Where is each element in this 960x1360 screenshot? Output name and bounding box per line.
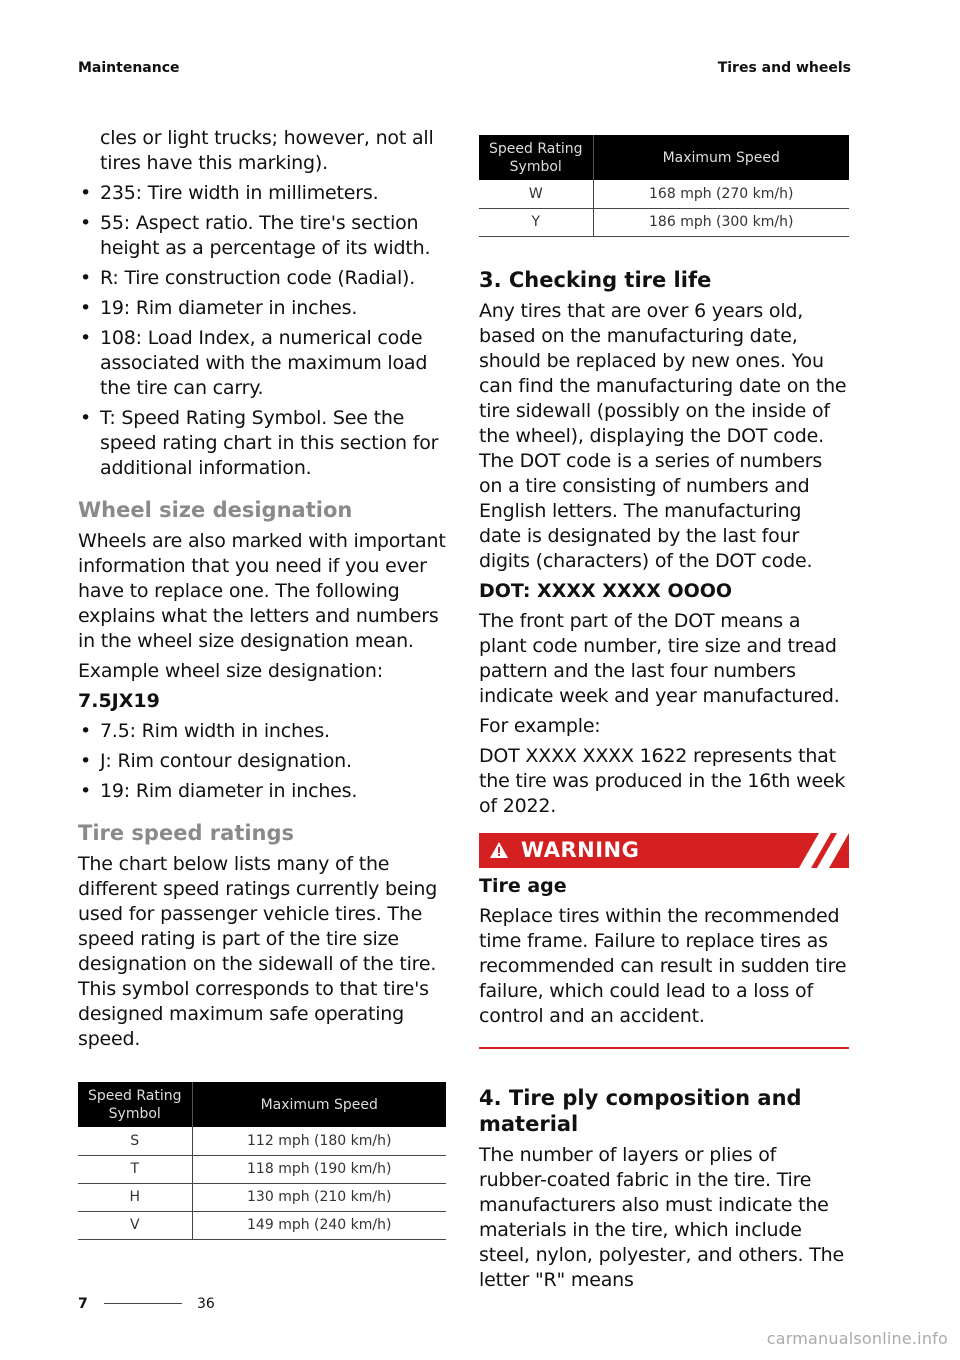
chapter-number: 7 bbox=[78, 1296, 88, 1312]
right-column bbox=[479, 135, 849, 1298]
warning-text: Replace tires within the recommended time frame. Failure to replace tires as recommended can result in sudden tire failure, which could lead to a loss of control and an accident. bbox=[479, 904, 847, 1027]
tire-designation-list bbox=[78, 181, 446, 481]
running-header-chapter: Tires and wheels bbox=[717, 60, 851, 76]
table-header-symbol: Speed Rating Symbol bbox=[78, 1082, 192, 1127]
table-cell-speed: 168 mph (270 km/h) bbox=[593, 180, 849, 208]
table-header-speed: Maximum Speed bbox=[593, 135, 849, 180]
table-cell-speed: 149 mph (240 km/h) bbox=[192, 1211, 446, 1239]
list-item: • 235: Tire width in millimeters. bbox=[78, 181, 446, 206]
table-cell-symbol: V bbox=[78, 1211, 192, 1239]
warning-title: WARNING bbox=[521, 838, 640, 862]
table-row bbox=[479, 208, 849, 236]
wheel-example-code: 7.5JX19 bbox=[78, 690, 160, 712]
table-row bbox=[78, 1211, 446, 1239]
list-item: • 19: Rim diameter in inches. bbox=[78, 779, 446, 804]
table-cell-symbol: H bbox=[78, 1183, 192, 1211]
warning-subtitle: Tire age bbox=[479, 874, 567, 897]
warning-triangle-icon bbox=[489, 841, 509, 859]
tire-life-paragraph: Any tires that are over 6 years old, based on the manufacturing date, should be replaced by new ones. You can find the manufacturing date on the tire sidewall (possibly on the inside of the wheel), displaying the DOT code. The DOT code is a series of numbers on a tire consisting of numbers and English letters. The manufacturing date is designated by the last four digits (characters) of the DOT code. bbox=[479, 299, 847, 572]
list-item: • J: Rim contour designation. bbox=[78, 749, 446, 774]
list-item: • 7.5: Rim width in inches. bbox=[78, 719, 446, 744]
intro-continuation: cles or light trucks; however, not all tires have this marking). bbox=[100, 127, 434, 174]
dot-code-format: DOT: XXXX XXXX OOOO bbox=[479, 579, 733, 602]
speed-ratings-heading: Tire speed ratings bbox=[78, 821, 295, 845]
ply-composition-paragraph: The number of layers or plies of rubber-coated fabric in the tire. Tire manufacturers also must indicate the materials in the tire, which include steel, nylon, polyester, and others. The letter "R" means bbox=[479, 1143, 844, 1291]
footer-divider bbox=[104, 1303, 182, 1304]
table-cell-symbol: W bbox=[479, 180, 593, 208]
list-item: • R: Tire construction code (Radial). bbox=[78, 266, 446, 291]
warning-stripes-decoration bbox=[789, 833, 849, 868]
table-cell-symbol: T bbox=[78, 1155, 192, 1183]
page-number: 36 bbox=[197, 1296, 215, 1312]
list-item: • 55: Aspect ratio. The tire's section height as a percentage of its width. bbox=[78, 211, 446, 261]
running-header-section: Maintenance bbox=[78, 60, 180, 76]
wheel-size-heading: Wheel size designation bbox=[78, 498, 353, 522]
table-row bbox=[78, 1127, 446, 1155]
ply-composition-heading: 4. Tire ply composition and material bbox=[479, 1085, 802, 1136]
table-header-symbol: Speed Rating Symbol bbox=[479, 135, 593, 180]
wheel-size-paragraph: Wheels are also marked with important information that you need if you ever have to replace one. The following explains what the letters and numbers in the wheel size designation mean. bbox=[78, 530, 446, 652]
table-row bbox=[78, 1183, 446, 1211]
warning-bottom-rule bbox=[479, 1047, 849, 1049]
example-label: For example: bbox=[479, 714, 601, 737]
left-column bbox=[78, 126, 446, 1240]
table-cell-speed: 112 mph (180 km/h) bbox=[192, 1127, 446, 1155]
warning-banner bbox=[479, 833, 849, 868]
table-row bbox=[479, 180, 849, 208]
table-cell-speed: 118 mph (190 km/h) bbox=[192, 1155, 446, 1183]
speed-ratings-paragraph: The chart below lists many of the different speed ratings currently being used for passenger vehicle tires. The speed rating is part of the tire size designation on the sidewall of the tire. This symbol corresponds to that tire's designed maximum safe operating speed. bbox=[78, 853, 438, 1050]
table-cell-symbol: Y bbox=[479, 208, 593, 236]
dot-explanation-paragraph: The front part of the DOT means a plant code number, tire size and tread pattern and the last four numbers indicate week and year manufactured. bbox=[479, 609, 840, 707]
table-header-speed: Maximum Speed bbox=[192, 1082, 446, 1127]
table-cell-symbol: S bbox=[78, 1127, 192, 1155]
example-paragraph: DOT XXXX XXXX 1622 represents that the tire was produced in the 16th week of 2022. bbox=[479, 744, 846, 817]
wheel-example-label: Example wheel size designation: bbox=[78, 660, 383, 682]
table-row bbox=[78, 1155, 446, 1183]
speed-rating-table-2 bbox=[479, 135, 849, 237]
speed-rating-table-1 bbox=[78, 1082, 446, 1240]
table-cell-speed: 130 mph (210 km/h) bbox=[192, 1183, 446, 1211]
wheel-designation-list bbox=[78, 719, 446, 804]
list-item: • 19: Rim diameter in inches. bbox=[78, 296, 446, 321]
list-item: • T: Speed Rating Symbol. See the speed rating chart in this section for additional information. bbox=[78, 406, 446, 481]
table-cell-speed: 186 mph (300 km/h) bbox=[593, 208, 849, 236]
list-item: • 108: Load Index, a numerical code associated with the maximum load the tire can carry. bbox=[78, 326, 446, 401]
watermark: carmanualsonline.info bbox=[766, 1329, 948, 1348]
tire-life-heading: 3. Checking tire life bbox=[479, 267, 712, 292]
